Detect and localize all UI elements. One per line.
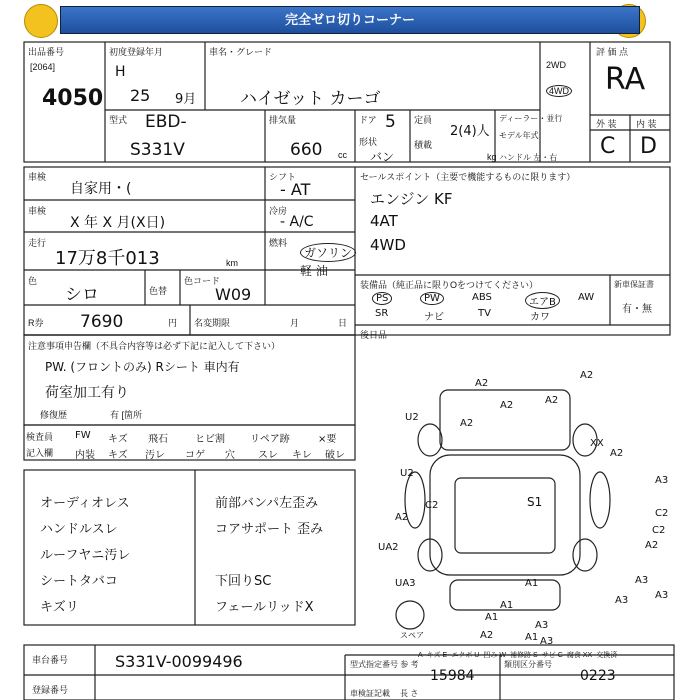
inspector-label-2: 記入欄 xyxy=(26,448,54,458)
equip-abs: ABS xyxy=(472,292,492,303)
diag-mark-4: A2 xyxy=(500,400,514,411)
remark-right-5: フェールリッドX xyxy=(215,600,314,615)
spec-no-value: 15984 xyxy=(430,668,475,684)
capacity-label: 定員 xyxy=(414,115,433,125)
lot-label: 出品番号 xyxy=(28,47,65,57)
equip-airbag: エアB xyxy=(525,292,560,309)
remark-left-2: ハンドルスレ xyxy=(40,522,118,537)
warranty-label: 新車保証書 xyxy=(614,280,654,289)
remark-left-3: ルーフヤニ汚レ xyxy=(40,548,131,563)
fuel-label: 燃料 xyxy=(269,238,288,248)
insp-interior: 内装 xyxy=(75,450,95,461)
notes-line-1: PW. (フロントのみ) Rシート 車内有 xyxy=(45,360,240,374)
first-reg-label: 初度登録年月 xyxy=(109,47,164,57)
chassis-no-label: 車台番号 xyxy=(32,655,69,665)
diag-mark-9: U2 xyxy=(400,468,414,479)
equip-pw: PW xyxy=(420,292,444,305)
color-code-label: 色コード xyxy=(184,276,221,286)
model-year-label: モデル年式 xyxy=(499,131,539,140)
color-code-value: W09 xyxy=(215,285,252,304)
color-tone-label: 色替 xyxy=(149,286,168,296)
remark-left-5: キズリ xyxy=(40,600,79,615)
diag-mark-22: C2 xyxy=(652,525,666,536)
score-label: 評 価 点 xyxy=(596,47,629,57)
equip-sr: SR xyxy=(375,308,389,319)
color-value: シロ xyxy=(65,285,99,305)
diag-mark-11: C2 xyxy=(425,500,439,511)
diag-mark-12: A2 xyxy=(395,512,409,523)
mileage-value: 17万8千013 xyxy=(55,248,160,269)
equipment-label: 装備品（純正品に限りOをつけてください） xyxy=(360,280,539,290)
dims-length: 長 さ xyxy=(400,689,419,698)
drive-opt-2wd: 2WD xyxy=(546,60,566,70)
insp-rub: スレ xyxy=(258,450,278,461)
diag-mark-6: A2 xyxy=(460,418,474,429)
first-reg-month: 9月 xyxy=(175,92,197,107)
remark-left-4: シートタバコ xyxy=(40,574,118,589)
equip-tv: TV xyxy=(478,308,491,319)
diag-mark-1: A2 xyxy=(475,378,489,389)
load-label: 積載 xyxy=(414,140,433,150)
spec-no-label: 型式指定番号 参 考 xyxy=(350,660,419,669)
fuel-diesel: 軽 油 xyxy=(300,264,328,278)
recycle-unit: 円 xyxy=(168,318,178,328)
shape-value: バン xyxy=(370,150,395,164)
inspector-label-1: 検査員 xyxy=(26,432,54,442)
diag-mark-25: A1 xyxy=(485,612,499,623)
diag-mark-19: A1 xyxy=(525,578,539,589)
insp-need: ×要 xyxy=(318,434,337,445)
insp-tear: キレ xyxy=(292,450,312,461)
diag-mark-14: S1 xyxy=(527,495,543,509)
first-reg-era: H xyxy=(115,64,126,80)
diag-mark-17: UA3 xyxy=(395,578,416,589)
page-title: 完全ゼロ切りコーナー xyxy=(60,6,640,34)
diag-mark-13: C2 xyxy=(655,508,669,519)
equip-aw: AW xyxy=(578,292,595,303)
diag-mark-7: XX xyxy=(590,438,604,449)
diag-mark-23: A3 xyxy=(535,620,549,631)
fuel-gasoline: ガソリン xyxy=(300,243,356,262)
remark-right-1: 前部バンパ左歪み xyxy=(215,496,319,511)
load-unit: kg xyxy=(487,152,497,162)
vehicle-inspection-label: 車検 xyxy=(28,206,47,216)
insp-repair: リペア跡 xyxy=(250,434,290,445)
class-no-value: 0223 xyxy=(580,668,616,684)
insp-dirt: 汚レ xyxy=(145,450,165,461)
inspection-value: 自家用・( xyxy=(70,181,132,197)
insp-scratch: キズ xyxy=(108,434,128,445)
displacement-unit: cc xyxy=(338,150,347,160)
model-value: EBD- xyxy=(145,112,187,132)
diag-mark-10: A3 xyxy=(655,475,669,486)
rear-seat-label: 後日品 xyxy=(360,330,388,340)
drive-opt-4wd: 4WD xyxy=(546,85,572,97)
reg-no-label: 登録番号 xyxy=(32,685,69,695)
tax-month: 月 xyxy=(290,318,300,328)
remark-right-2: コアサポート 歪み xyxy=(215,522,324,537)
diag-mark-27: A2 xyxy=(480,630,494,641)
shift-label: シフト xyxy=(269,172,297,182)
insp-crack: ヒビ割 xyxy=(195,434,225,445)
insp-fw: FW xyxy=(75,430,91,441)
chassis-prefix: S331V xyxy=(130,140,185,160)
tax-day: 日 xyxy=(338,318,348,328)
score-int-value: D xyxy=(640,134,657,159)
diag-mark-24: A1 xyxy=(525,632,539,643)
notes-label: 注意事項申告欄（不具合内容等は必ず下記に記入して下さい） xyxy=(28,341,281,351)
equip-leather: カワ xyxy=(530,312,550,323)
diag-mark-8: A2 xyxy=(610,448,624,459)
doors-label: ドア xyxy=(359,115,377,125)
shift-value: - AT xyxy=(280,180,311,199)
vehicle-inspection-value: X 年 X 月(X日) xyxy=(70,215,166,231)
sales-points-label: セールスポイント（主要で機能するものに限ります） xyxy=(360,172,576,182)
tax-label: 名変期限 xyxy=(194,318,231,328)
diag-mark-3: A2 xyxy=(545,395,559,406)
diag-mark-28: A3 xyxy=(615,595,629,606)
insp-stone: 飛石 xyxy=(148,434,168,445)
class-no-label: 類別区分番号 xyxy=(504,660,552,669)
diag-mark-5: U2 xyxy=(405,412,419,423)
sales-point-1: エンジン KF xyxy=(370,190,453,208)
score-int-label: 内 装 xyxy=(636,119,657,129)
spare-label: スペア xyxy=(400,631,424,640)
lot-code: [2064] xyxy=(30,62,56,72)
sales-point-2: 4AT xyxy=(370,212,398,230)
recycle-value: 7690 xyxy=(80,312,124,332)
equip-ps: PS xyxy=(372,292,392,305)
dims-label: 車検証記載 xyxy=(350,689,390,698)
diag-mark-20: A1 xyxy=(500,600,514,611)
mileage-unit: km xyxy=(226,258,238,268)
insp-int-scratch: キズ xyxy=(108,450,128,461)
displacement-label: 排気量 xyxy=(269,115,297,125)
handle-label: ハンドル 左・右 xyxy=(499,153,558,162)
damage-legend: A−キズ E−エクボ U−凹み W−補修跡 S−サビ C−腐食 XX−交換済 xyxy=(418,652,618,659)
remark-right-4: 下回りSC xyxy=(215,574,272,589)
aircon-value: - A/C xyxy=(280,214,314,230)
recycle-label: R券 xyxy=(28,318,44,328)
repair-value: 有 [箇所 xyxy=(110,410,143,420)
diag-mark-2: A2 xyxy=(580,370,594,381)
model-label: 型式 xyxy=(109,115,128,125)
lot-number: 4050 xyxy=(42,86,104,111)
diag-mark-26: A3 xyxy=(540,636,554,647)
car-name-value: ハイゼット カーゴ xyxy=(240,89,381,109)
aircon-label: 冷房 xyxy=(269,206,288,216)
color-label: 色 xyxy=(28,276,38,286)
remark-left-1: オーディオレス xyxy=(40,496,130,511)
car-name-label: 車名・グレード xyxy=(209,47,273,57)
inspection-label: 車検 xyxy=(28,172,47,182)
dealer-label: ディーラー・並行 xyxy=(499,114,563,123)
shape-label: 形状 xyxy=(359,137,378,147)
insp-rip: 破レ xyxy=(325,450,345,461)
insp-burn: コゲ xyxy=(185,450,205,461)
diag-mark-15: UA2 xyxy=(378,542,399,553)
equip-navi: ナビ xyxy=(424,312,444,323)
sales-point-3: 4WD xyxy=(370,236,406,254)
mileage-label: 走行 xyxy=(28,238,47,248)
score-ext-value: C xyxy=(600,134,616,159)
diag-mark-21: A3 xyxy=(655,590,669,601)
diag-mark-18: A3 xyxy=(635,575,649,586)
score-value: RA xyxy=(605,62,646,97)
notes-line-2: 荷室加工有り xyxy=(45,385,129,401)
first-reg-year: 25 xyxy=(130,86,151,105)
repair-label: 修復歴 xyxy=(40,410,68,420)
displacement-value: 660 xyxy=(290,140,323,160)
doors-value: 5 xyxy=(385,112,396,132)
insp-hole: 穴 xyxy=(225,450,235,461)
warranty-value: 有・無 xyxy=(622,304,652,315)
diag-mark-16: A2 xyxy=(645,540,659,551)
chassis-no-value: S331V-0099496 xyxy=(115,652,243,671)
score-ext-label: 外 装 xyxy=(596,119,617,129)
capacity-value: 2(4)人 xyxy=(450,124,490,139)
